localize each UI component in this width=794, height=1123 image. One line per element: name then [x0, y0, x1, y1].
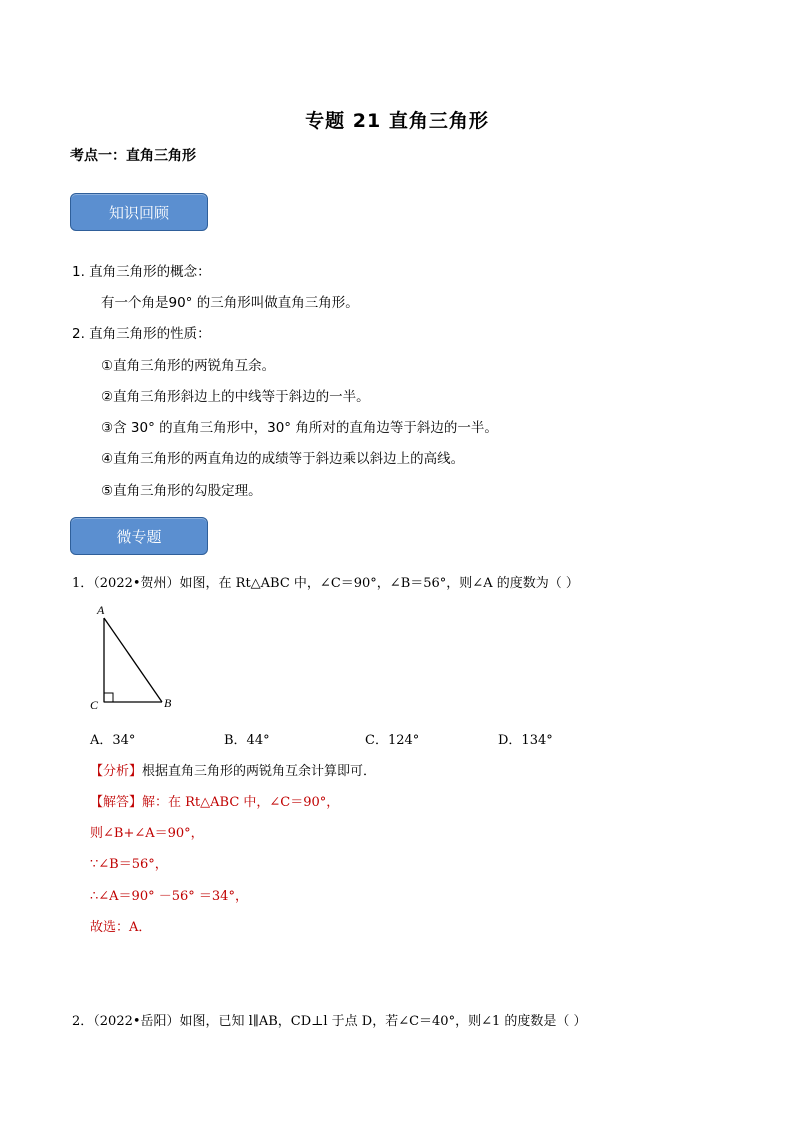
property-item: ②直角三角形斜边上的中线等于斜边的一半。 — [101, 389, 370, 405]
analysis-text: 根据直角三角形的两锐角互余计算即可． — [142, 764, 377, 779]
solution-line — [90, 791, 339, 810]
option-b: B．44° — [224, 733, 270, 748]
review-item-1-heading: 1. 直角三角形的概念： — [72, 264, 211, 280]
question-2-stem: 2．（2022•岳阳）如图，已知 l∥AB，CD⊥l 于点 D，若∠C＝40°，则∠1 的度数是（ ） — [72, 1014, 587, 1029]
solution-step: 则∠B+∠A＝90°， — [90, 826, 204, 841]
right-angle-mark — [104, 693, 113, 702]
option-a: A．34° — [90, 733, 136, 748]
solution-step: ∴∠A＝90° －56° ＝34°， — [90, 889, 248, 904]
section-heading: 考点一：直角三角形 — [70, 148, 196, 164]
question-1-stem: 1．（2022•贺州）如图，在 Rt△ABC 中，∠C＝90°，∠B＝56°，则∠A 的度数为（ ） — [72, 576, 579, 591]
page-title: 专题 21 直角三角形 — [305, 110, 489, 132]
analysis-line — [90, 760, 376, 779]
analysis-tag: 【分析】 — [90, 764, 143, 779]
vertex-label-c: C — [90, 698, 99, 712]
option-c: C．124° — [365, 733, 420, 748]
property-item: ①直角三角形的两锐角互余。 — [101, 358, 276, 374]
review-item-1-body: 有一个角是90° 的三角形叫做直角三角形。 — [101, 295, 359, 311]
solution-text: 解：在 Rt△ABC 中，∠C＝90°， — [142, 795, 340, 810]
vertex-label-a: A — [97, 603, 105, 617]
property-item: ③含 30° 的直角三角形中，30° 角所对的直角边等于斜边的一半。 — [101, 420, 498, 436]
triangle-figure — [84, 598, 184, 714]
side-ab — [104, 618, 162, 702]
knowledge-review-banner: 知识回顾 — [70, 193, 208, 231]
review-item-2-heading: 2. 直角三角形的性质： — [72, 326, 211, 342]
property-item: ④直角三角形的两直角边的成绩等于斜边乘以斜边上的高线。 — [101, 451, 465, 467]
property-item: ⑤直角三角形的勾股定理。 — [101, 483, 262, 499]
option-d: D．134° — [498, 733, 553, 748]
special-topic-banner: 微专题 — [70, 517, 208, 555]
solution-tag: 【解答】 — [90, 795, 143, 810]
answer-line: 故选：A． — [90, 920, 152, 935]
solution-step: ∵∠B＝56°， — [90, 857, 168, 872]
vertex-label-b: B — [164, 696, 172, 710]
